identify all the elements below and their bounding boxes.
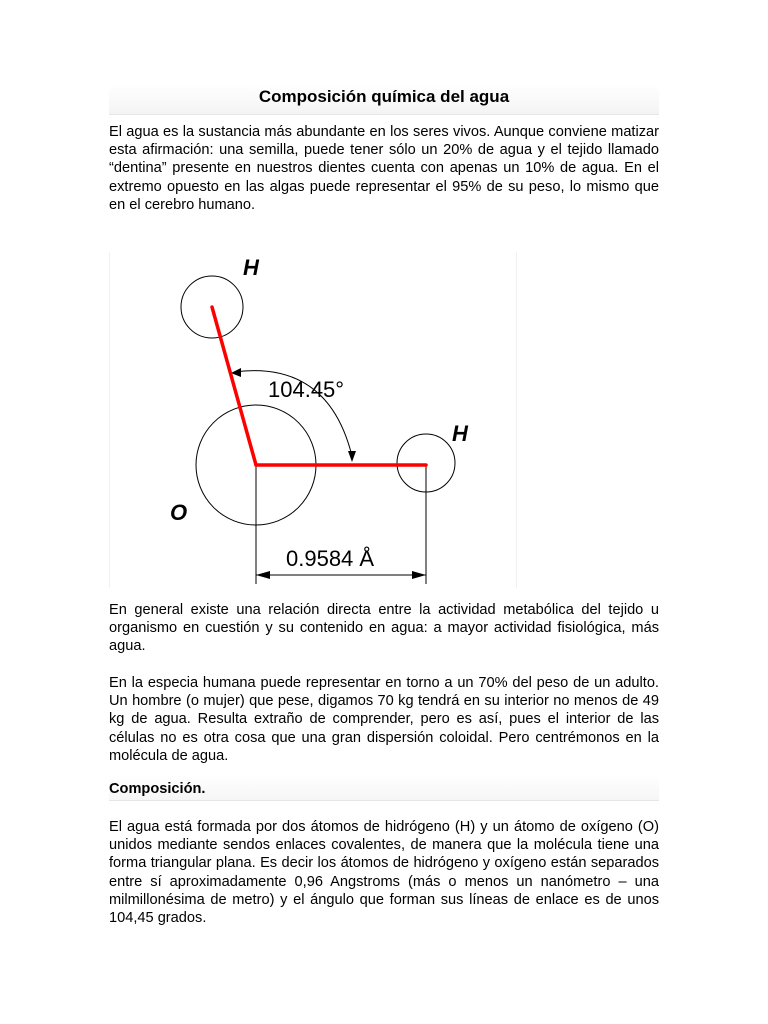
hydrogen-right-label: H xyxy=(452,421,468,446)
dimension-arrow-right xyxy=(412,571,426,579)
dimension-arrow-left xyxy=(256,571,270,579)
paragraph-intro: El agua es la sustancia más abundante en los seres vivos. Aunque conviene matizar esta afirmación: una semilla, puede tener sólo un 20% de agua y el tejido llamado “dentina” presente en nuestros dientes cuenta con apenas un 10% de agua. En el extremo opuesto en las algas puede representar el 95% de su peso, lo mismo que en el cerebro humano. xyxy=(109,124,659,213)
hydrogen-top-label: H xyxy=(243,255,259,280)
water-molecule-svg xyxy=(110,252,516,588)
distance-label: 0.9584 Å xyxy=(286,546,375,571)
paragraph-human: En la especia humana puede representar en torno a un 70% del peso de un adulto. Un hombre (o mujer) que pese, digamos 70 kg tendrá en su interior no menos de 49 kg de agua. Resulta extraño de comprender, pero es así, pues el interior de las células no es otra cosa que una gran dispersión coloidal. Pero centrémonos en la molécula de agua. xyxy=(109,675,659,764)
angle-arrow-right xyxy=(348,451,356,462)
paragraph-metabolism: En general existe una relación directa entre la actividad metabólica del tejido u organismo en cuestión y su contenido en agua: a mayor actividad fisiológica, más agua. xyxy=(109,602,659,655)
oxygen-label: O xyxy=(170,500,188,525)
paragraph-composition: El agua está formada por dos átomos de hidrógeno (H) y un átomo de oxígeno (O) unidos mediante sendos enlaces covalentes, de manera que la molécula tiene una forma triangular plana. Es decir los átomos de hidrógeno y oxígeno están separados entre sí aproximadamente 0,96 Angstroms (más o menos un nanómetro – una milmillonésima de metro) y el ángulo que forman sus líneas de enlace es de unos 104,45 grados. xyxy=(109,819,659,927)
water-molecule-diagram xyxy=(109,252,517,588)
page-title: Composición química del agua xyxy=(258,87,510,106)
bond-oxygen-hydrogen-top xyxy=(212,307,256,465)
angle-label: 104.45° xyxy=(268,377,345,402)
section-heading: Composición. xyxy=(109,781,206,797)
